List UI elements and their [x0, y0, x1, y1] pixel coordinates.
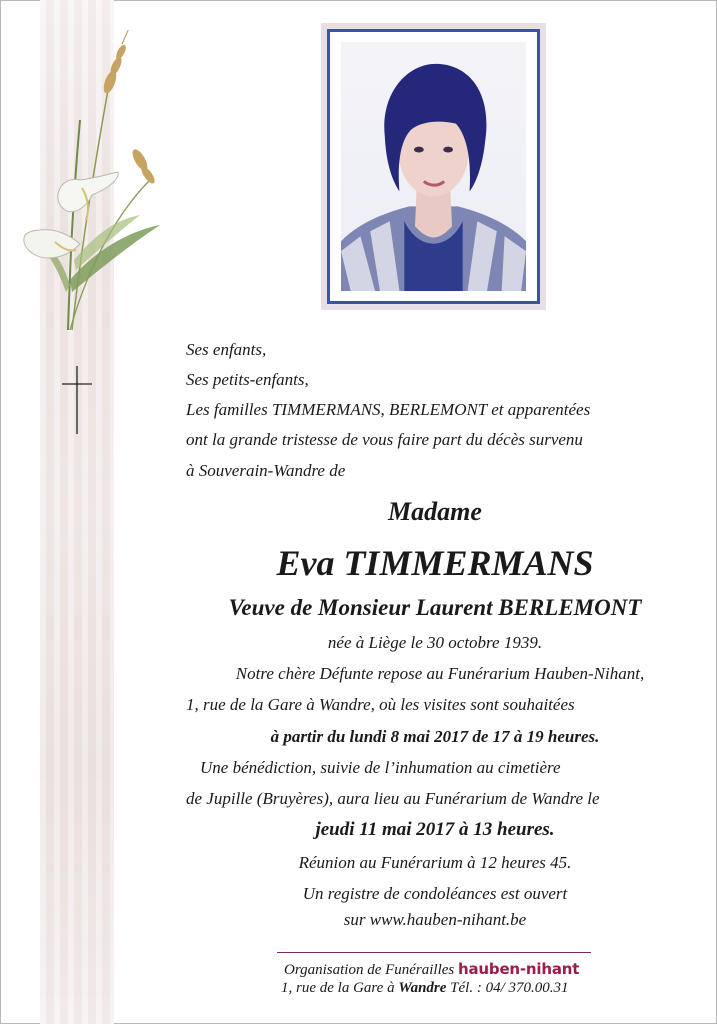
cross-icon: [62, 366, 92, 434]
footer-address: [281, 979, 569, 997]
intro-line: Ses petits-enfants,: [186, 370, 309, 389]
portrait-photo: [341, 42, 526, 291]
footer-org-prefix: Organisation de Funérailles: [284, 962, 455, 978]
blessing-line2: de Jupille (Bruyères), aura lieu au Funérarium de Wandre le: [186, 789, 600, 808]
widow-of: Veuve de Monsieur Laurent BERLEMONT: [228, 595, 642, 620]
lily-wheat-illustration: [10, 30, 170, 350]
register-line2: sur www.hauben-nihant.be: [343, 910, 527, 929]
footer-organisation: [284, 960, 579, 979]
register-line1: Un registre de condoléances est ouvert: [302, 884, 568, 903]
portrait-frame: [327, 29, 540, 304]
visit-hours: à partir du lundi 8 mai 2017 de 17 à 19 heures.: [270, 727, 600, 746]
footer-address-prefix: 1, rue de la Gare à: [281, 980, 395, 996]
intro-line: à Souverain-Wandre de: [186, 461, 346, 480]
footer-divider: [277, 952, 591, 953]
intro-line: Les familles TIMMERMANS, BERLEMONT et apparentées: [186, 400, 591, 419]
intro-line: ont la grande tristesse de vous faire part du décès survenu: [186, 430, 583, 449]
footer-phone: Tél. : 04/ 370.00.31: [450, 980, 569, 996]
rest-info-line1: Notre chère Défunte repose au Funérarium Hauben-Nihant,: [235, 664, 645, 683]
gathering-info: Réunion au Funérarium à 12 heures 45.: [298, 853, 572, 872]
deceased-name: Eva TIMMERMANS: [276, 543, 594, 583]
rest-info-line2: 1, rue de la Gare à Wandre, où les visites sont souhaitées: [186, 695, 575, 714]
blessing-line1: Une bénédiction, suivie de l’inhumation au cimetière: [200, 758, 561, 777]
birth-info: née à Liège le 30 octobre 1939.: [327, 633, 543, 652]
portrait-mat: [321, 23, 546, 310]
deceased-title: Madame: [388, 497, 482, 526]
ceremony-date: jeudi 11 mai 2017 à 13 heures.: [315, 819, 555, 840]
brand-logo: hauben-nihant: [458, 960, 580, 978]
footer-address-town: Wandre: [398, 980, 447, 996]
intro-line: Ses enfants,: [186, 340, 267, 359]
